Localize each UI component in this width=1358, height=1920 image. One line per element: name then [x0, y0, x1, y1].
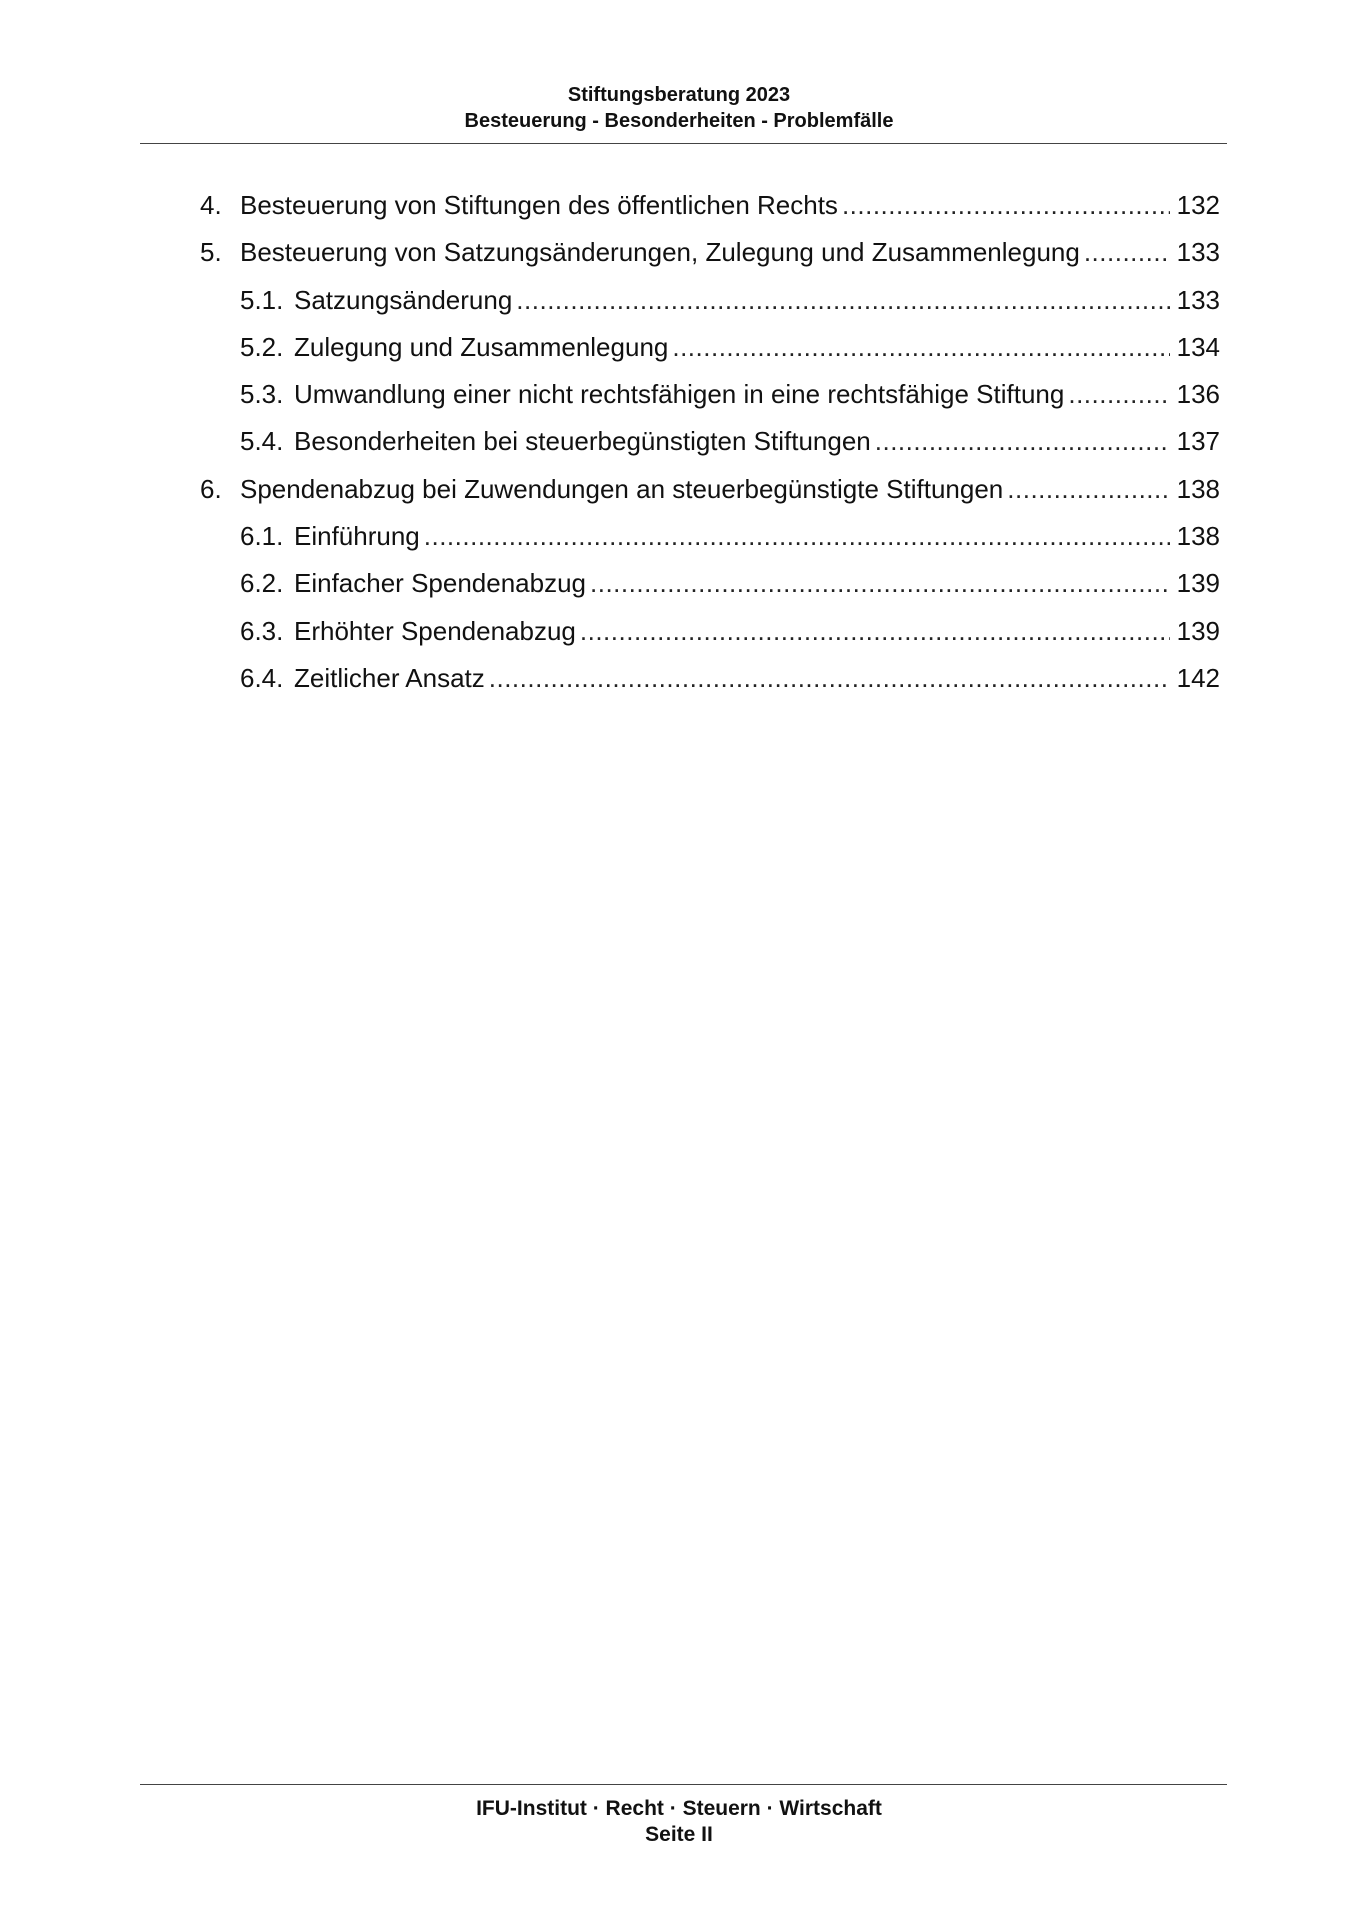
toc-entry-number: 6.	[200, 473, 222, 504]
page-footer	[0, 1796, 1358, 1848]
toc-entry-page: 137	[1176, 426, 1220, 457]
toc-leader-dots	[424, 521, 1170, 552]
header-subtitle: Besteuerung - Besonderheiten - Problemfälle	[464, 110, 894, 132]
toc-entry-number: 6.4.	[240, 662, 284, 693]
toc-entry[interactable]	[200, 379, 1220, 426]
toc-entry[interactable]	[200, 616, 1220, 663]
toc-entry-number: 4.	[200, 190, 222, 220]
toc-entry-page: 142	[1176, 662, 1220, 693]
toc-entry-page: 136	[1176, 379, 1220, 410]
toc-leader-dots	[1007, 474, 1170, 505]
toc-entry-page: 133	[1176, 284, 1220, 315]
footer-divider	[140, 1784, 1227, 1785]
toc-entry[interactable]	[200, 426, 1220, 473]
toc-entry[interactable]	[200, 568, 1220, 615]
toc-entry-title: Besteuerung von Stiftungen des öffentlichen Rechts	[240, 190, 838, 220]
toc-entry-number: 5.	[200, 237, 222, 268]
toc-entry[interactable]	[200, 190, 1220, 237]
toc-entry-title: Besteuerung von Satzungsänderungen, Zulegung und Zusammenlegung	[240, 237, 1080, 268]
toc-entry-page: 138	[1176, 521, 1220, 552]
header-title: Stiftungsberatung 2023	[567, 84, 791, 106]
toc-leader-dots	[672, 332, 1170, 363]
toc-entry-title: Spendenabzug bei Zuwendungen an steuerbegünstigte Stiftungen	[240, 473, 1004, 504]
toc-entry-title: Einführung	[294, 521, 420, 552]
toc-entry-number: 5.3.	[240, 379, 284, 410]
toc-entry-page: 139	[1176, 615, 1220, 646]
toc-entry-title: Zulegung und Zusammenlegung	[294, 331, 669, 362]
toc-leader-dots	[516, 285, 1170, 316]
toc-entry[interactable]	[200, 332, 1220, 379]
toc-entry-number: 5.2.	[240, 331, 284, 362]
toc-leader-dots	[1068, 379, 1170, 410]
toc-leader-dots	[590, 568, 1170, 599]
toc-leader-dots	[875, 426, 1170, 457]
toc-entry-title: Einfacher Spendenabzug	[294, 568, 587, 599]
table-of-contents	[200, 190, 1220, 710]
toc-leader-dots	[1084, 237, 1170, 268]
toc-entry[interactable]	[200, 663, 1220, 710]
footer-publisher: IFU-Institut · Recht · Steuern · Wirtschaft	[476, 1797, 882, 1820]
toc-entry-title: Erhöhter Spendenabzug	[294, 615, 576, 646]
toc-entry[interactable]	[200, 474, 1220, 521]
toc-entry[interactable]	[200, 285, 1220, 332]
toc-entry-page: 139	[1176, 568, 1220, 599]
toc-entry-page: 132	[1176, 190, 1220, 220]
toc-entry-number: 5.1.	[240, 284, 284, 315]
header-divider	[140, 143, 1227, 144]
toc-leader-dots	[580, 616, 1170, 647]
toc-entry-page: 133	[1176, 237, 1220, 268]
toc-entry-title: Zeitlicher Ansatz	[294, 662, 485, 693]
toc-entry-title: Umwandlung einer nicht rechtsfähigen in eine rechtsfähige Stiftung	[294, 379, 1065, 410]
toc-entry-page: 138	[1176, 473, 1220, 504]
footer-page-number: Seite II	[645, 1823, 713, 1846]
toc-entry[interactable]	[200, 521, 1220, 568]
toc-leader-dots	[842, 190, 1170, 221]
toc-entry-number: 6.2.	[240, 568, 284, 599]
page-header	[0, 82, 1358, 134]
toc-entry-page: 134	[1176, 331, 1220, 362]
toc-entry-number: 5.4.	[240, 426, 284, 457]
toc-entry-title: Satzungsänderung	[294, 284, 513, 315]
toc-entry-number: 6.1.	[240, 521, 284, 552]
toc-leader-dots	[489, 663, 1170, 694]
toc-entry-title: Besonderheiten bei steuerbegünstigten Stiftungen	[294, 426, 871, 457]
toc-entry[interactable]	[200, 237, 1220, 284]
toc-entry-number: 6.3.	[240, 615, 284, 646]
